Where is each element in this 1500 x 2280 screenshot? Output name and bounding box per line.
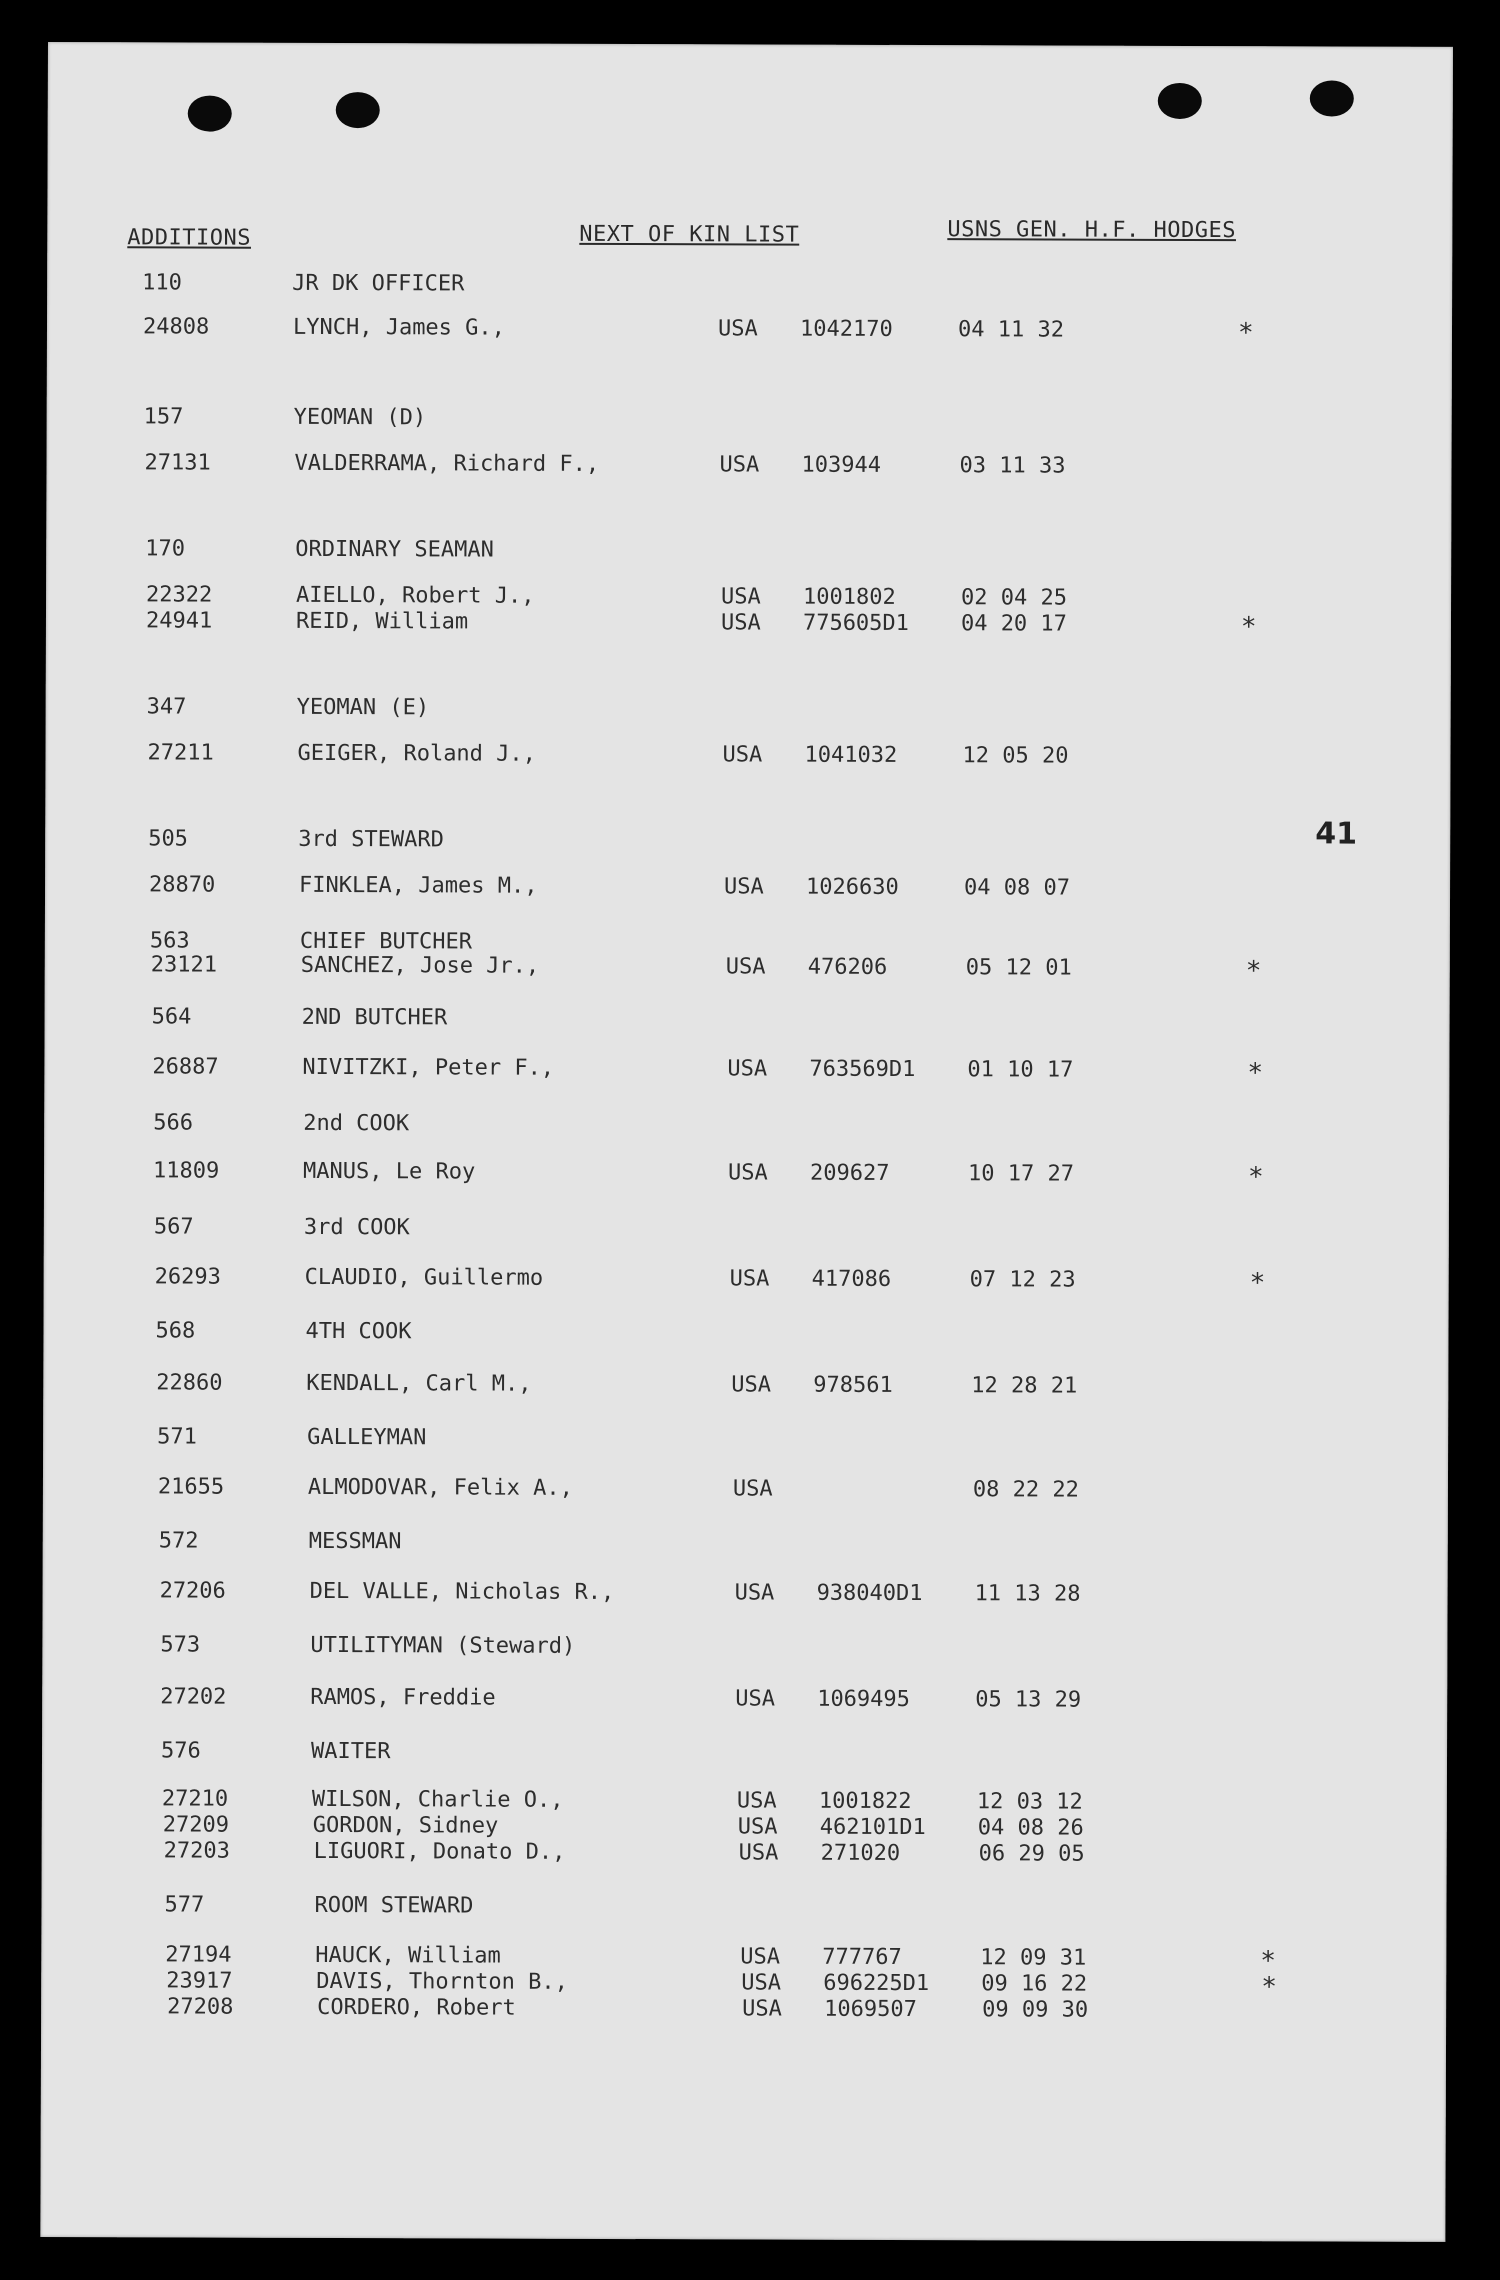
birth-date: 12 05 20 [962, 743, 1069, 769]
document-number: 1041032 [804, 742, 898, 768]
birth-date: 01 10 17 [967, 1057, 1074, 1083]
entry-number: 566 [153, 1110, 194, 1136]
entry-number: 24808 [142, 314, 210, 340]
asterisk-mark: * [1260, 1946, 1277, 1977]
nationality: USA [738, 1840, 779, 1866]
rating-title: WAITER [310, 1738, 391, 1765]
crew-entry-row [42, 1838, 1447, 1873]
entry-number: 564 [151, 1004, 192, 1030]
rating-title: 4TH COOK [305, 1318, 412, 1345]
punch-hole-3 [1158, 83, 1202, 119]
rating-heading-row [44, 1110, 1449, 1145]
document-number: 763569D1 [809, 1056, 916, 1083]
document-number: 1001802 [803, 584, 896, 610]
rating-heading-row [43, 1318, 1448, 1353]
nationality: USA [719, 452, 760, 478]
entry-number: 568 [155, 1318, 196, 1344]
rating-heading-row [41, 1892, 1446, 1927]
crew-name: GORDON, Sidney [312, 1812, 499, 1839]
page-number: 41 [1315, 816, 1358, 852]
header-vessel: USNS GEN. H.F. HODGES [947, 217, 1237, 244]
nationality: USA [740, 1944, 781, 1970]
asterisk-mark: * [1240, 612, 1257, 643]
entry-number: 26887 [152, 1054, 219, 1080]
crew-name: SANCHEZ, Jose Jr., [300, 952, 540, 979]
entry-number: 157 [143, 404, 184, 430]
birth-date: 04 08 07 [964, 875, 1071, 901]
crew-entry-row [44, 1264, 1449, 1299]
crew-name: FINKLEA, James M., [299, 872, 538, 899]
birth-date: 03 11 33 [959, 453, 1066, 479]
rating-heading-row [47, 404, 1452, 439]
crew-entry-row [42, 1684, 1447, 1719]
rating-heading-row [42, 1632, 1447, 1667]
header-additions: ADDITIONS [127, 225, 252, 251]
crew-name: AIELLO, Robert J., [296, 582, 535, 609]
entry-number: 563 [149, 928, 190, 954]
asterisk-mark: * [1247, 1058, 1264, 1089]
crew-entry-row [47, 314, 1452, 349]
document-number: 1042170 [799, 316, 893, 342]
nationality: USA [724, 874, 764, 900]
crew-entry-row [43, 1578, 1448, 1613]
nationality: USA [737, 1814, 778, 1840]
punch-hole-1 [188, 95, 232, 131]
entry-number: 27211 [147, 740, 214, 766]
entry-number: 567 [153, 1214, 194, 1240]
birth-date: 10 17 27 [968, 1161, 1075, 1187]
crew-name: KENDALL, Carl M., [306, 1370, 532, 1397]
nationality: USA [734, 1580, 775, 1606]
birth-date: 06 29 05 [978, 1841, 1085, 1867]
birth-date: 02 04 25 [961, 585, 1068, 611]
crew-name: CORDERO, Robert [317, 1994, 516, 2021]
nationality: USA [732, 1476, 773, 1502]
birth-date: 05 13 29 [975, 1687, 1082, 1713]
crew-entry-row [41, 1994, 1446, 2029]
rating-title: 3rd STEWARD [298, 826, 444, 853]
rating-title: GALLEYMAN [307, 1424, 427, 1451]
nationality: USA [741, 1970, 782, 1996]
nationality: USA [731, 1372, 772, 1398]
entry-number: 27206 [159, 1578, 226, 1604]
document-number: 462101D1 [819, 1814, 926, 1841]
crew-name: REID, William [295, 608, 469, 635]
nationality: USA [721, 584, 761, 610]
crew-name: LYNCH, James G., [292, 314, 505, 341]
birth-date: 04 11 32 [957, 317, 1065, 343]
document-number: 1069507 [824, 1996, 917, 2023]
entry-number: 23917 [166, 1968, 233, 1994]
entry-number: 505 [148, 826, 189, 852]
crew-name: NIVITZKI, Peter F., [302, 1054, 555, 1081]
nationality: USA [742, 1996, 782, 2022]
rating-title: ROOM STEWARD [314, 1892, 474, 1919]
crew-name: CLAUDIO, Guillermo [304, 1264, 544, 1291]
birth-date: 04 08 26 [977, 1815, 1084, 1841]
rating-heading-row [46, 694, 1451, 729]
asterisk-mark: * [1245, 956, 1262, 987]
document-number: 1026630 [806, 874, 899, 900]
entry-number: 27208 [167, 1994, 234, 2020]
entry-number: 571 [157, 1424, 197, 1450]
rating-heading-row [47, 270, 1452, 305]
document-number: 103944 [801, 452, 882, 478]
nationality: USA [729, 1266, 770, 1292]
entry-number: 26293 [154, 1264, 221, 1290]
nationality: USA [722, 742, 763, 768]
rating-heading-row [43, 1528, 1448, 1563]
birth-date: 09 09 30 [982, 1997, 1089, 2023]
punch-hole-4 [1310, 80, 1354, 116]
nationality: USA [728, 1160, 768, 1186]
entry-number: 27203 [163, 1838, 230, 1864]
asterisk-mark: * [1249, 1268, 1266, 1299]
header-title: NEXT OF KIN LIST [579, 221, 800, 248]
entry-number: 21655 [157, 1474, 225, 1500]
crew-name: GEIGER, Roland J., [297, 740, 536, 767]
entry-number: 11809 [153, 1158, 220, 1184]
entry-number: 22322 [146, 582, 213, 608]
entry-number: 22860 [156, 1370, 223, 1396]
entry-number: 27210 [161, 1786, 229, 1812]
rating-title: 2ND BUTCHER [301, 1004, 448, 1031]
birth-date: 12 28 21 [971, 1373, 1078, 1399]
entry-number: 28870 [149, 872, 216, 898]
punch-hole-2 [336, 92, 380, 128]
rating-title: UTILITYMAN (Steward) [310, 1632, 576, 1659]
rating-title: MESSMAN [308, 1528, 402, 1555]
document-number: 417086 [811, 1266, 892, 1292]
birth-date: 12 03 12 [976, 1789, 1083, 1815]
entry-number: 27209 [162, 1812, 230, 1838]
crew-name: RAMOS, Freddie [310, 1684, 496, 1711]
document-number: 777767 [822, 1944, 902, 1970]
crew-name: MANUS, Le Roy [303, 1158, 476, 1185]
crew-entry-row [44, 1054, 1449, 1089]
rating-heading-row [45, 1004, 1450, 1039]
birth-date: 05 12 01 [965, 955, 1072, 981]
asterisk-mark: * [1237, 318, 1254, 349]
entry-number: 572 [158, 1528, 199, 1554]
entry-number: 27202 [160, 1684, 227, 1710]
entry-number: 170 [145, 536, 186, 562]
crew-entry-row [46, 608, 1451, 643]
birth-date: 11 13 28 [974, 1581, 1081, 1607]
entry-number: 573 [160, 1632, 201, 1658]
rating-heading-row [42, 1738, 1447, 1773]
rating-title: 3rd COOK [303, 1214, 410, 1241]
crew-name: DAVIS, Thornton B., [316, 1968, 568, 1995]
document-number: 271020 [820, 1840, 901, 1866]
crew-entry-row [43, 1474, 1448, 1509]
nationality: USA [727, 1056, 768, 1082]
nationality: USA [725, 954, 766, 980]
birth-date: 04 20 17 [960, 611, 1067, 637]
entry-number: 110 [142, 270, 182, 296]
document-number: 1001822 [818, 1788, 912, 1815]
asterisk-mark: * [1261, 1972, 1277, 2003]
nationality: USA [720, 610, 761, 636]
entry-number: 23121 [150, 952, 218, 978]
entry-number: 347 [146, 694, 187, 720]
nationality: USA [717, 316, 758, 342]
crew-entry-row [46, 450, 1451, 485]
crew-entry-row [45, 952, 1450, 987]
crew-entry-row [45, 872, 1450, 907]
rating-title: YEOMAN (E) [296, 694, 430, 721]
rating-title: JR DK OFFICER [292, 270, 465, 297]
birth-date: 08 22 22 [972, 1477, 1079, 1503]
document-number: 775605D1 [802, 610, 909, 637]
rating-title: ORDINARY SEAMAN [295, 536, 494, 563]
rating-heading-row [45, 826, 1450, 861]
nationality: USA [736, 1788, 777, 1814]
crew-entry-row [43, 1370, 1448, 1405]
document-number: 1069495 [817, 1686, 910, 1713]
rating-heading-row [44, 1214, 1449, 1249]
crew-name: WILSON, Charlie O., [311, 1786, 564, 1813]
crew-name: HAUCK, William [315, 1942, 501, 1969]
birth-date: 07 12 23 [969, 1267, 1076, 1293]
document-number: 696225D1 [823, 1970, 930, 1997]
entry-number: 27131 [144, 450, 211, 476]
entry-number: 577 [164, 1892, 205, 1918]
crew-name: DEL VALLE, Nicholas R., [309, 1578, 615, 1605]
crew-name: LIGUORI, Donato D., [313, 1838, 566, 1865]
rating-title: YEOMAN (D) [293, 404, 427, 431]
entry-number: 576 [160, 1738, 201, 1764]
entry-number: 27194 [165, 1942, 232, 1968]
asterisk-mark: * [1247, 1162, 1264, 1193]
rating-title: CHIEF BUTCHER [299, 928, 473, 955]
entry-number: 24941 [145, 608, 213, 634]
crew-name: ALMODOVAR, Felix A., [307, 1474, 573, 1501]
document-number: 938040D1 [816, 1580, 923, 1607]
document-number: 978561 [813, 1372, 893, 1398]
rating-heading-row [46, 536, 1451, 571]
rating-title: 2nd COOK [303, 1110, 410, 1137]
birth-date: 09 16 22 [981, 1971, 1088, 1997]
crew-entry-row [45, 740, 1450, 775]
document-page [40, 42, 1453, 2242]
document-number: 476206 [807, 954, 888, 980]
crew-entry-row [44, 1158, 1449, 1193]
crew-name: VALDERRAMA, Richard F., [294, 450, 600, 477]
nationality: USA [735, 1686, 776, 1712]
rating-heading-row [43, 1424, 1448, 1459]
birth-date: 12 09 31 [980, 1945, 1087, 1971]
document-number: 209627 [810, 1160, 890, 1186]
